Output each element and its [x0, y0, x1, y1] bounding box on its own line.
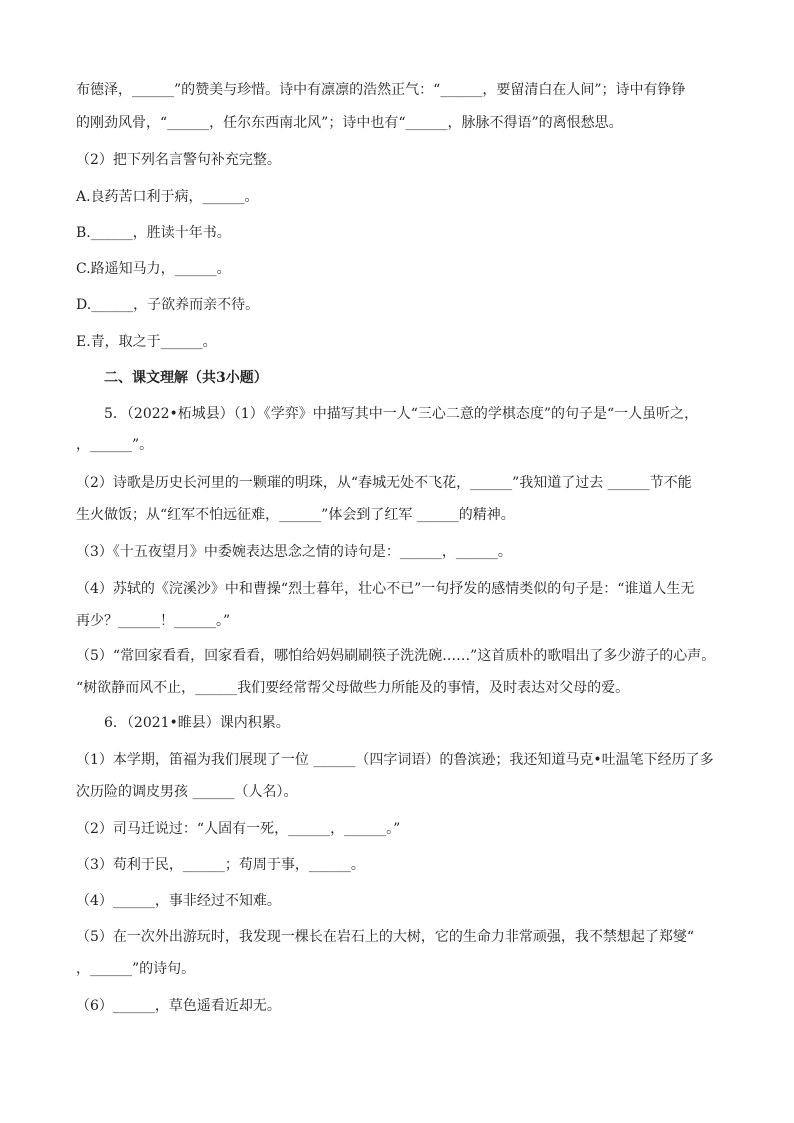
text-line: （2）司马迁说过：“人固有一死，______，______。”	[76, 821, 401, 837]
section-title: 二、课文理解（共3小题）	[104, 370, 268, 386]
text-line: （2）诗歌是历史长河里的一颗璀的明珠，从“春城无处不飞花，______”我知道了过去 ______节不能	[76, 475, 692, 491]
text-line: （3）《十五夜望月》中委婉表达思念之情的诗句是：______，______。	[76, 544, 512, 560]
text-line: 次历险的调皮男孩 ______（人名）。	[76, 784, 298, 800]
text-line: C.路遥知马力，______。	[76, 261, 231, 277]
text-line: 生火做饭；从“红军不怕远征难，______”体会到了红军 ______的精神。	[76, 507, 515, 523]
text-line: （5）“常回家看看，回家看看，哪怕给妈妈刷刷筷子洗洗碗……”这首质朴的歌唱出了多少游子的心声。	[76, 648, 716, 664]
text-line: A.良药苦口利于病，______。	[76, 189, 259, 205]
text-line: B.______，胜读十年书。	[76, 225, 231, 241]
text-line: （3）苟利于民，______；苟周于事，______。	[76, 857, 365, 873]
text-line: ，______”的诗句。	[76, 961, 196, 977]
text-line: 的刚劲风骨，“______，任尔东西南北风”；诗中也有“______，脉脉不得语”的离恨愁思。	[76, 115, 623, 131]
text-line: “树欲静而风不止，______我们要经常帮父母做些力所能及的事情，及时表达对父母的爱。	[76, 680, 630, 696]
question-header: 6．（2021•睢县）课内积累。	[104, 715, 290, 731]
text-line: ，______”。	[76, 437, 154, 453]
question-header: 5．（2022•柘城县）（1）《学弈》中描写其中一人“三心二意的学棋态度”的句子是“一人虽听之，	[104, 406, 699, 422]
text-line: （4）______，事非经过不知难。	[76, 893, 281, 909]
text-line: E.青，取之于______。	[76, 334, 217, 350]
text-line: 再少？______！______。”	[76, 613, 231, 629]
text-line: （5）在一次外出游玩时，我发现一棵长在岩石上的大树，它的生命力非常顽强，我不禁想起了郑燮“	[76, 929, 695, 945]
text-line: （1）本学期，笛福为我们展现了一位 ______（四字词语）的鲁滨逊；我还知道马克•吐温笔下经历了多	[76, 752, 714, 768]
text-line: 布德泽，______”的赞美与珍惜。诗中有凛凛的浩然正气：“______，要留清白在人间”；诗中有铮铮	[76, 82, 686, 98]
text-line: D.______，子欲养而亲不待。	[76, 297, 260, 313]
text-line: （6）______，草色遥看近却无。	[76, 998, 281, 1014]
text-line: （4）苏轼的《浣溪沙》中和曹操“烈士暮年，壮心不已”一句抒发的感情类似的句子是：“谁道人生无	[76, 581, 695, 597]
text-line: （2）把下列名言警句补充完整。	[76, 152, 281, 168]
